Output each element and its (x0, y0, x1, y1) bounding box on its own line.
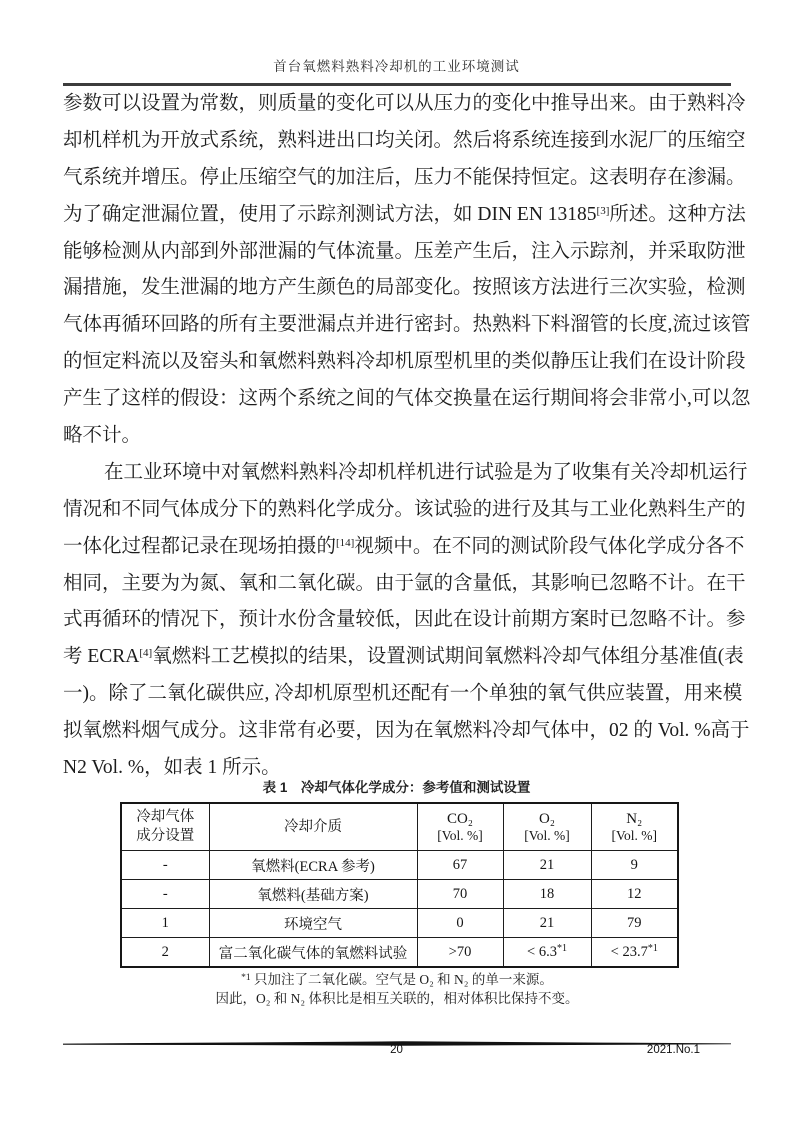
footnote-text: 因此，O₂ 和 N₂ 体积比是相互关联的，相对体积比保持不变。 (215, 991, 579, 1006)
cell-o2 (503, 909, 591, 938)
header-unit: [Vol. %] (611, 827, 657, 843)
cell-value: 21 (539, 856, 555, 873)
paragraph-line: 参数可以设置为常数，则质量的变化可以从压力的变化中推导出来。由于熟料冷 (63, 93, 746, 114)
running-head-title: 首台氧燃料熟料冷却机的工业环境测试 (273, 59, 520, 74)
line-text: 一体化过程都记录在现场拍摄的 (63, 535, 337, 557)
paragraph-line (63, 197, 746, 234)
cell-co2: 0 (417, 909, 503, 938)
header-unit: [Vol. %] (437, 827, 483, 843)
paragraph-line: 的恒定料流以及窑头和氧燃料熟料冷却机原型机里的类似静压让我们在设计阶段 (63, 351, 746, 373)
footnote-marker: *1 (241, 973, 251, 983)
cell-o2 (503, 880, 591, 909)
footnote-text: 只加注了二氧化碳。空气是 O₂ 和 N₂ 的单一来源。 (253, 972, 553, 987)
cell-value: 9 (630, 856, 638, 873)
cell-value: 18 (539, 885, 555, 902)
gas-composition-table (120, 802, 679, 968)
cell-n2 (591, 909, 678, 938)
line-text: 所述。这种方法 (609, 203, 746, 225)
header-text: 冷却介质 (284, 818, 342, 835)
footer-rule (63, 1035, 731, 1043)
cell-value: 79 (627, 914, 642, 931)
cell-setting: 2 (121, 938, 209, 968)
cell-setting: 1 (121, 909, 209, 938)
paragraph-line: 能够检测从内部到外部泄漏的气体流量。压差产生后，注入示踪剂，并采取防泄 (63, 240, 746, 262)
citation-ref: [4] (139, 647, 153, 660)
line-text: 考 ECRA (63, 646, 140, 668)
paragraph-line: 在工业环境中对氧燃料熟料冷却机样机进行试验是为了收集有关冷却机运行 (104, 461, 748, 483)
cell-co2: 67 (417, 851, 503, 880)
cell-n2 (591, 880, 678, 909)
cell-medium: 富二氧化碳气体的氧燃料试验 (209, 938, 417, 968)
line-text: 氧燃料工艺模拟的结果，设置测试期间氧燃料冷却气体组分基准值(表 (152, 646, 744, 668)
footnote-mark: *1 (556, 942, 567, 954)
table-row (121, 851, 678, 880)
cell-setting: - (121, 880, 209, 909)
paragraph-line: 却机样机为开放式系统，熟料进出口均关闭。然后将系统连接到水泥厂的压缩空 (63, 129, 746, 151)
header-formula: O₂ (538, 810, 556, 827)
cell-medium: 氧燃料(基础方案) (209, 880, 417, 909)
table-row (121, 880, 678, 909)
table-header-row (121, 803, 678, 851)
paragraph-line (63, 639, 744, 676)
paragraph-line: 气系统并增压。停止压缩空气的加注后，压力不能保持恒定。这表明存在渗漏。 (63, 166, 746, 188)
header-cell-o2 (503, 803, 591, 851)
cell-medium: 氧燃料(ECRA 参考) (209, 851, 417, 880)
line-text: 视频中。在不同的测试阶段气体化学成分各不 (354, 535, 745, 557)
header-unit: [Vol. %] (524, 827, 570, 843)
footnote-mark: *1 (647, 942, 658, 954)
cell-setting: - (121, 851, 209, 880)
table-footnote-line1 (63, 968, 731, 988)
header-text: 成分设置 (136, 828, 195, 844)
header-cell-medium (209, 803, 417, 851)
paragraph-line: 情况和不同气体成分下的熟料化学成分。该试验的进行及其与工业化熟料生产的 (63, 498, 746, 520)
cell-o2 (503, 851, 591, 880)
footer-issue-label: 2021.No.1 (646, 1044, 700, 1056)
cell-n2 (591, 851, 678, 880)
citation-ref: [14] (336, 536, 355, 549)
paragraph-line: 相同，主要为为氮、氧和二氧化碳。由于氩的含量低，其影响已忽略不计。在干 (63, 572, 746, 594)
paragraph-line: 略不计。 (63, 425, 142, 447)
header-cell-setting (121, 803, 209, 851)
cell-o2 (503, 938, 591, 968)
cell-medium: 环境空气 (209, 909, 417, 938)
paragraph-line: 漏措施，发生泄漏的地方产生颜色的局部变化。按照该方法进行三次实验，检测 (63, 277, 746, 299)
cell-value: 12 (627, 885, 642, 902)
header-cell-co2 (417, 803, 503, 851)
table-caption: 表 1 冷却气体化学成分：参考值和测试设置 (262, 780, 531, 795)
table-row (121, 909, 678, 938)
header-formula: CO₂ (446, 810, 474, 827)
citation-ref: [3] (596, 204, 610, 217)
header-formula: N₂ (626, 810, 643, 827)
cell-co2: 70 (417, 880, 503, 909)
body-text (63, 86, 751, 787)
cell-value: < 6.3 (527, 943, 557, 960)
table-footnote-line2 (63, 987, 731, 1007)
cell-co2: >70 (417, 938, 503, 968)
header-text: 冷却气体 (136, 809, 195, 825)
paragraph-line (63, 529, 745, 566)
paragraph-line: 一)。除了二氧化碳供应, 冷却机原型机还配有一个单独的氧气供应装置，用来模 (63, 683, 743, 705)
header-cell-n2 (591, 803, 678, 851)
cell-value: 21 (539, 914, 555, 931)
cell-value: < 23.7 (610, 943, 648, 960)
paragraph-line: N2 Vol. %，如表 1 所示。 (63, 757, 281, 779)
line-text: 为了确定泄漏位置，使用了示踪剂测试方法，如 DIN EN 13185 (63, 203, 597, 225)
cell-n2 (591, 938, 678, 968)
paragraph-line: 气体再循环回路的所有主要泄漏点并进行密封。热熟料下料溜管的长度,流过该管 (63, 314, 751, 336)
paragraph-line: 产生了这样的假设：这两个系统之间的气体交换量在运行期间将会非常小,可以忽 (63, 388, 751, 410)
paragraph-line: 拟氧燃料烟气成分。这非常有必要，因为在氧燃料冷却气体中，02 的 Vol. %高于 (63, 720, 750, 742)
footer-page-number: 20 (390, 1044, 403, 1056)
paragraph-line: 式再循环的情况下，预计水份含量较低，因此在设计前期方案时已忽略不计。参 (63, 609, 746, 631)
table-row (121, 938, 678, 968)
